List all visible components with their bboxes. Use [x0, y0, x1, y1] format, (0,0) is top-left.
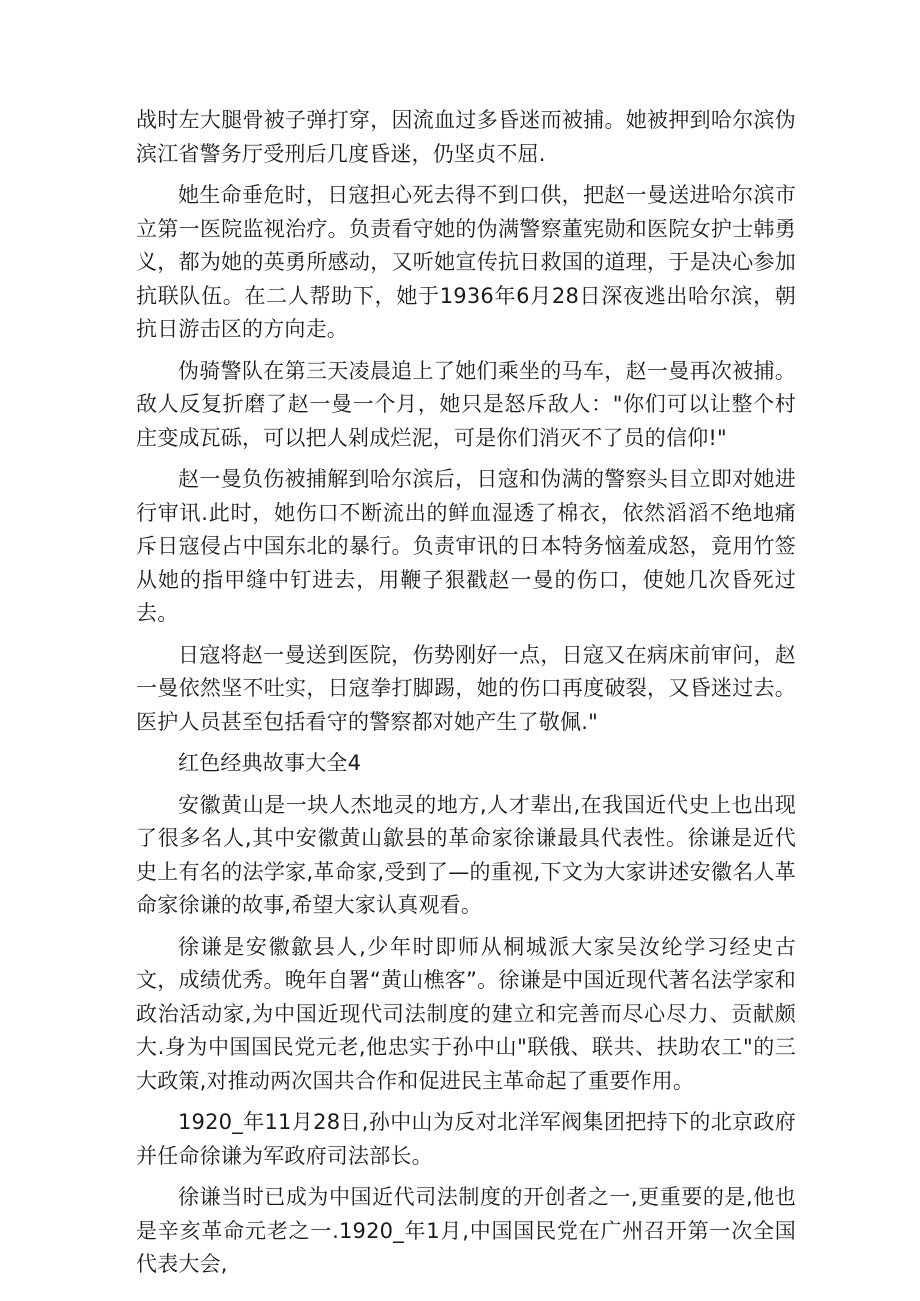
paragraph-1920-appointment: 1920_年11月28日,孙中山为反对北洋军阀集团把持下的北京政府并任命徐谦为军政府司法部长。 [136, 1110, 796, 1168]
paragraph-hospital-escape: 她生命垂危时，日寇担心死去得不到口供，把赵一曼送进哈尔滨市立第一医院监视治疗。负责看守她的伪满警察董宪勋和医院女护士韩勇义，都为她的英勇所感动，又听她宣传抗日救国的道理，于是决心参加抗联队伍。在二人帮助下，她于1936年6月28日深夜逃出哈尔滨，朝抗日游击区的方向走。 [136, 183, 796, 341]
section-heading: 红色经典故事大全4 [178, 751, 362, 775]
paragraph-xu-qian-bio: 徐谦是安徽歙县人,少年时即师从桐城派大家吴汝纶学习经史古文，成绩优秀。晚年自署“黄山樵客”。徐谦是中国近现代著名法学家和政治活动家,为中国近现代司法制度的建立和完善而尽心尽力、贡献颇大.身为中国国民党元老,他忠实于孙中山"联俄、联共、扶助农工"的三大政策,对推动两次国共合作和促进民主革命起了重要作用。 [136, 934, 796, 1093]
paragraph-hospital-interrogation: 日寇将赵一曼送到医院，伤势刚好一点，日寇又在病床前审问，赵一曼依然坚不吐实，日寇拳打脚踢，她的伤口再度破裂，又昏迷过去。医护人员甚至包括看守的警察都对她产生了敬佩." [136, 642, 796, 734]
document-page [136, 104, 796, 1290]
paragraph-huangshan-intro: 安徽黄山是一块人杰地灵的地方,人才辈出,在我国近代史上也出现了很多名人,其中安徽黄山歙县的革命家徐谦最具代表性。徐谦是近代史上有名的法学家,革命家,受到了—的重视,下文为大家讲述安徽名人革命家徐谦的故事,希望大家认真观看。 [136, 792, 796, 917]
paragraph-zhao-yiman-capture: 战时左大腿骨被子弹打穿，因流血过多昏迷而被捕。她被押到哈尔滨伪滨江省警务厅受刑后几度昏迷，仍坚贞不屈. [136, 108, 796, 166]
paragraph-interrogation: 赵一曼负伤被捕解到哈尔滨后，日寇和伪满的警察头目立即对她进行审讯.此时，她伤口不断流出的鲜血湿透了棉衣，依然滔滔不绝地痛斥日寇侵占中国东北的暴行。负责审讯的日本特务恼羞成怒，竟用竹签从她的指甲缝中钉进去，用鞭子狠戳赵一曼的伤口，使她几次昏死过去。 [136, 467, 796, 625]
paragraph-xinhai-founder: 徐谦当时已成为中国近代司法制度的开创者之一,更重要的是,他也是辛亥革命元老之一.1920_年1月,中国国民党在广州召开第一次全国代表大会, [136, 1185, 796, 1276]
paragraph-recaptured: 伪骑警队在第三天凌晨追上了她们乘坐的马车，赵一曼再次被捕。敌人反复折磨了赵一曼一个月，她只是怒斥敌人："你们可以让整个村庄变成瓦砾，可以把人剁成烂泥，可是你们消灭不了员的信仰!" [136, 358, 796, 450]
